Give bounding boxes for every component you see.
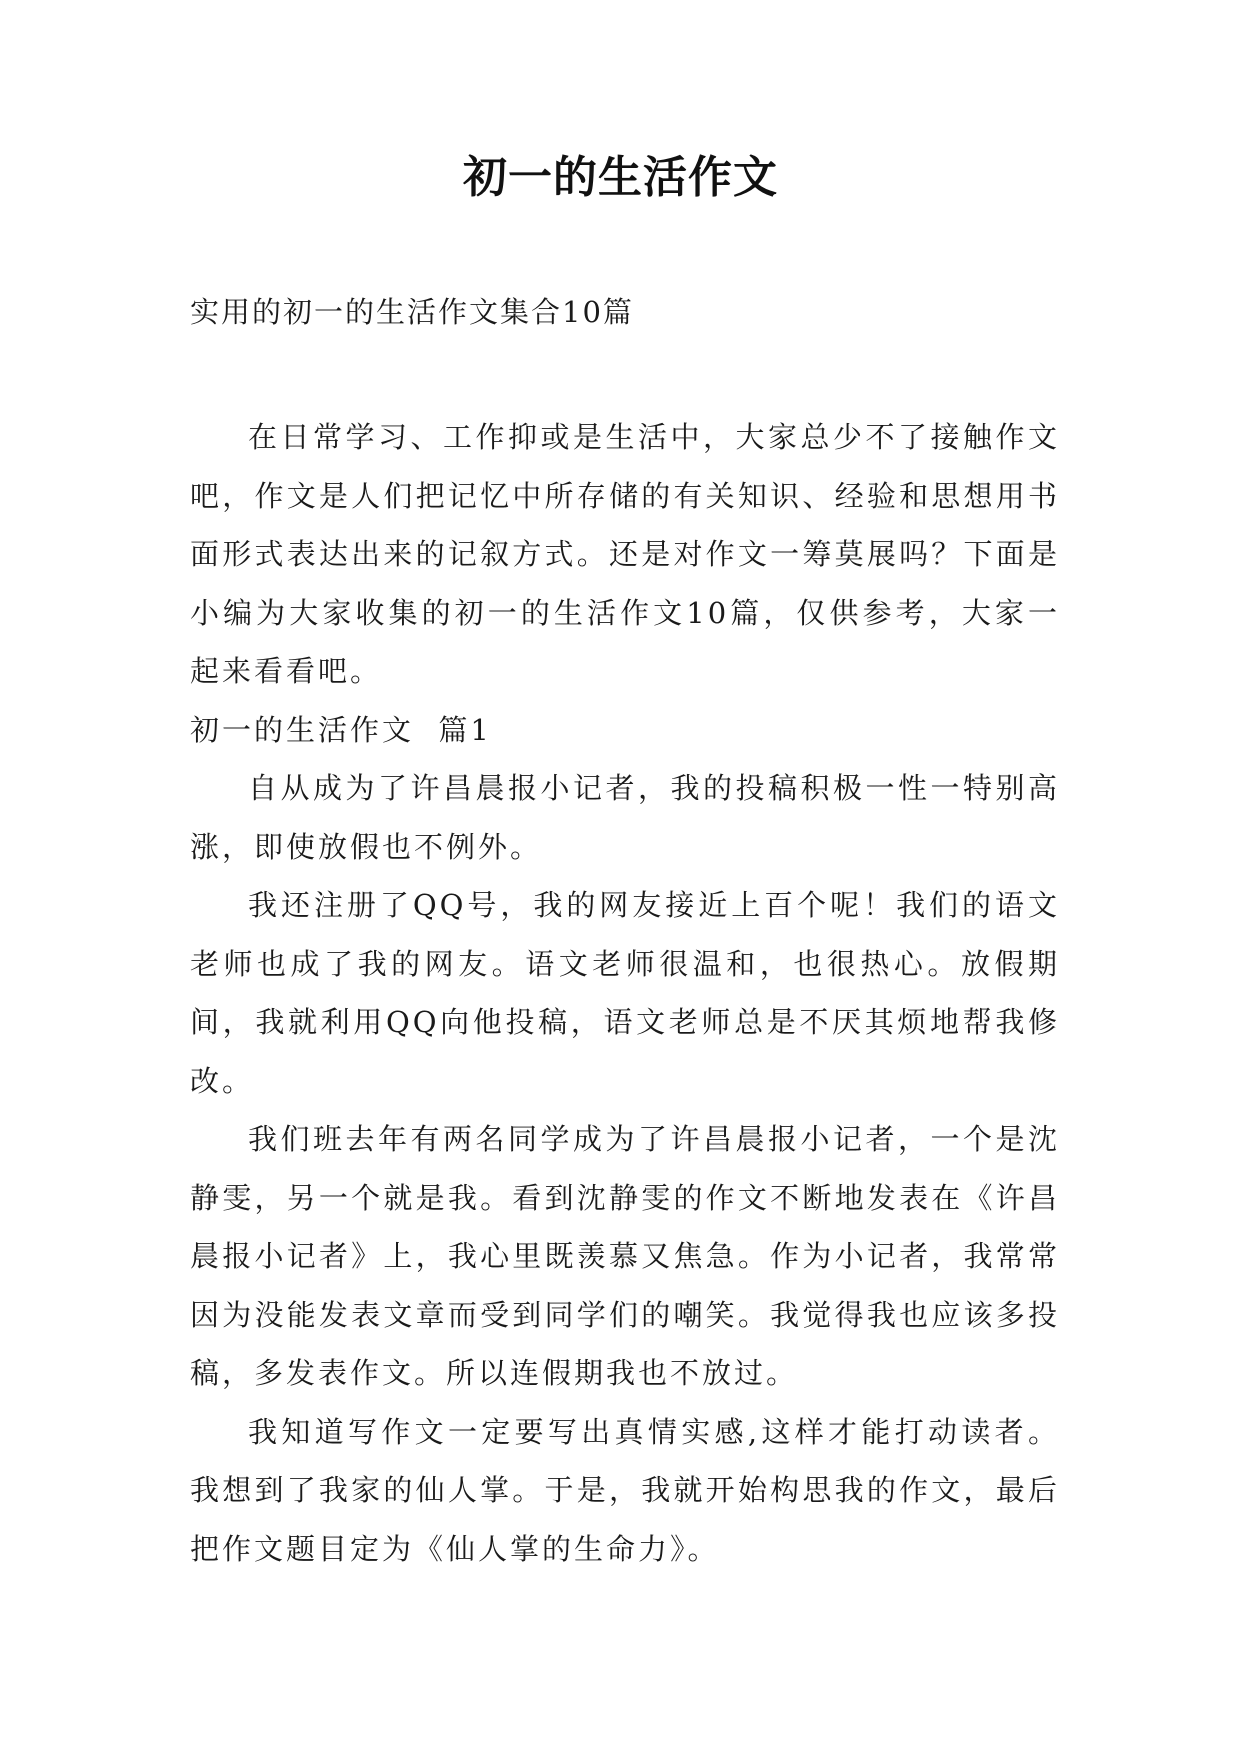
body-paragraph: 自从成为了许昌晨报小记者，我的投稿积极一性一特别高涨，即使放假也不例外。 [190, 771, 1060, 864]
document-title: 初一的生活作文 [463, 152, 778, 203]
section-heading: 初一的生活作文 篇1 [190, 712, 492, 747]
intro-paragraph: 在日常学习、工作抑或是生活中，大家总少不了接触作文吧，作文是人们把记忆中所存储的有关知识、经验和思想用书面形式表达出来的记叙方式。还是对作文一筹莫展吗？下面是小编为大家收集的初一的生活作文10篇，仅供参考，大家一起来看看吧。 [190, 420, 1060, 688]
document-subtitle: 实用的初一的生活作文集合10篇 [190, 295, 634, 329]
body-paragraph: 我们班去年有两名同学成为了许昌晨报小记者，一个是沈静雯，另一个就是我。看到沈静雯的作文不断地发表在《许昌晨报小记者》上，我心里既羡慕又焦急。作为小记者，我常常因为没能发表文章而受到同学们的嘲笑。我觉得我也应该多投稿，多发表作文。所以连假期我也不放过。 [190, 1122, 1060, 1390]
document-body [190, 408, 1060, 1578]
body-paragraph: 我知道写作文一定要写出真情实感,这样才能打动读者。我想到了我家的仙人掌。于是，我就开始构思我的作文，最后把作文题目定为《仙人掌的生命力》。 [190, 1414, 1060, 1566]
body-paragraph: 我还注册了QQ号，我的网友接近上百个呢！我们的语文老师也成了我的网友。语文老师很温和，也很热心。放假期间，我就利用QQ向他投稿，语文老师总是不厌其烦地帮我修改。 [190, 888, 1060, 1098]
